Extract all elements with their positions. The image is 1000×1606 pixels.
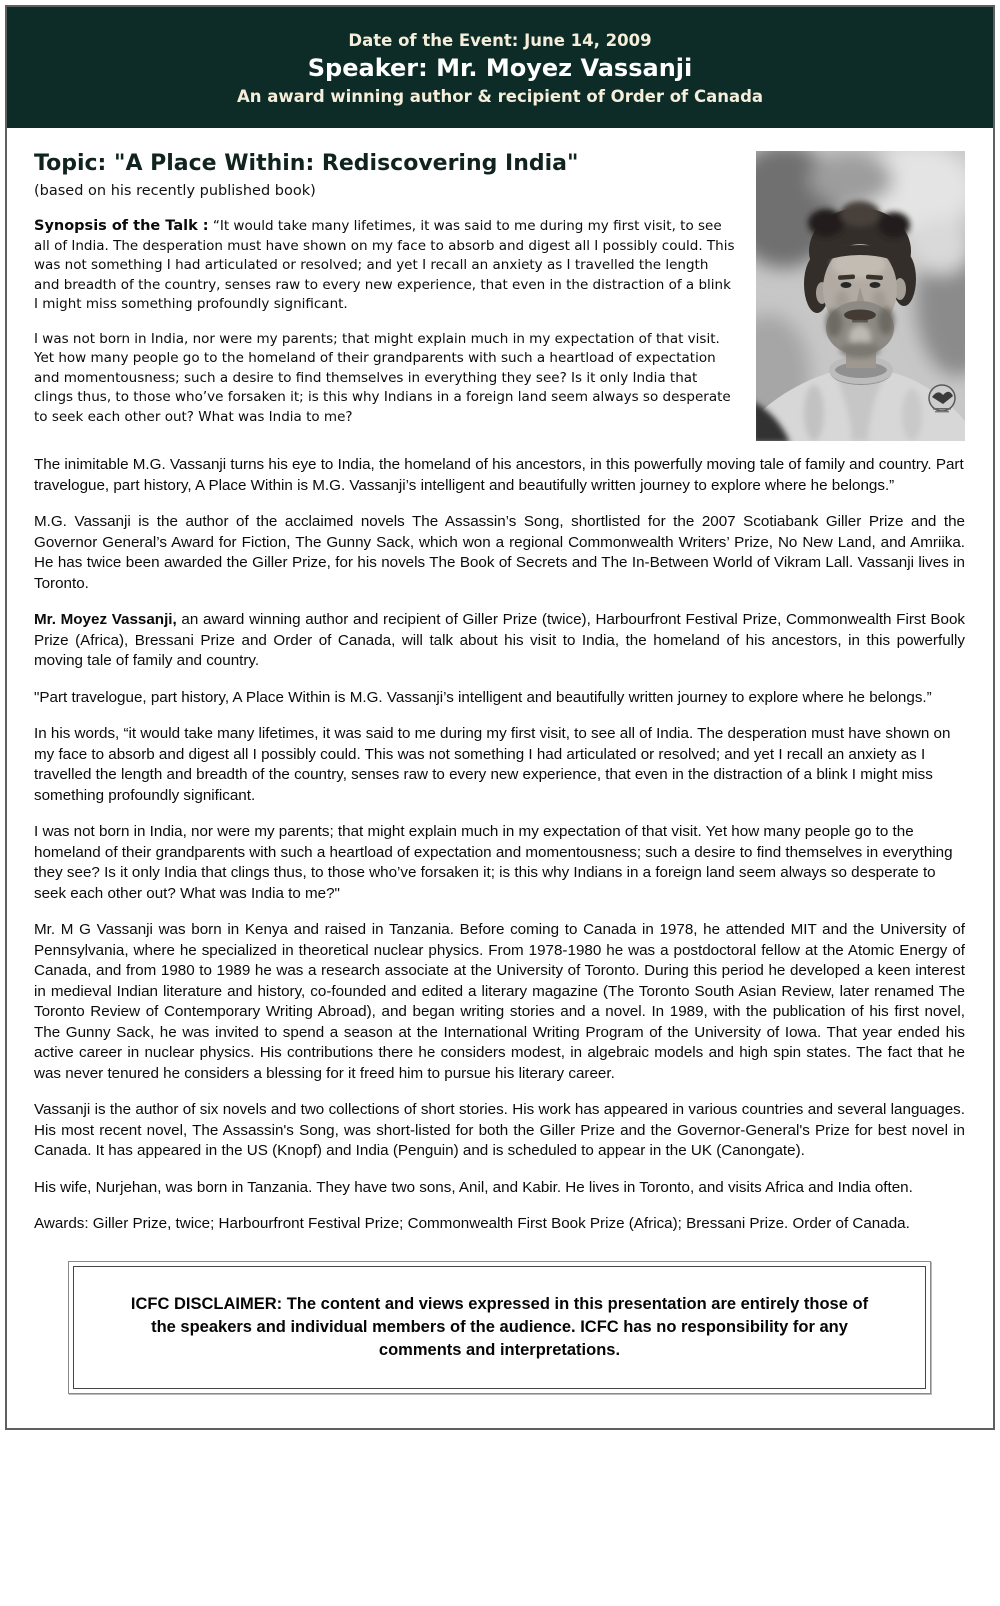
paragraph-biography: Mr. M G Vassanji was born in Kenya and raised in Tanzania. Before coming to Canada in 1978, he attended MIT and the University of Pennsylvania, where he specialized in theoretical nuclear physics. From 1978-1980 he was a postdoctoral fellow at the Atomic Energy of Canada, and from 1980 to 1989 he was a research associate at the University of Toronto. During this period he developed a keen interest in medieval Indian literature and history, co-founded and edited a literary magazine (The Toronto South Asian Review, later renamed The Toronto Review of Contemporary Writing Abroad), and began writing stories and a novel. In 1989, with the publication of his first novel, The Gunny Sack, he was invited to spend a season at the International Writing Program of the University of Iowa. That year ended his active career in nuclear physics. His contributions there he considers modest, in algebraic models and high spin states. The fact that he was never tenured he considers a blessing for it freed him to pursue his literary career. <box>34 921 965 1082</box>
paragraph-acclaimed-novels: M.G. Vassanji is the author of the acclaimed novels The Assassin’s Song, shortlisted for the 2007 Scotiabank Giller Prize and the Governor General’s Award for Fiction, The Gunny Sack, which won a regional Commonwealth Writers’ Prize, No New Land, and Amriika. He has twice been awarded the Giller Prize, for his novels The Book of Secrets and The In-Between World of Vikram Lall. Vassanji lives in Toronto. <box>34 513 965 592</box>
speaker-tagline: An award winning author & recipient of Order of Canada <box>236 87 764 106</box>
paragraph-inimitable: The inimitable M.G. Vassanji turns his eye to India, the homeland of his ancestors, in this powerfully moving tale of family and country. Part travelogue, part history, A Place Within is M.G. Vassanji’s intelligent and beautifully written journey to explore where he belongs.” <box>34 456 964 494</box>
event-header-banner <box>7 7 993 128</box>
paragraph-awards-intro <box>34 610 965 672</box>
speaker-photo <box>756 151 965 441</box>
photo-chest-logo <box>929 385 955 412</box>
disclaimer-box <box>68 1261 931 1394</box>
paragraph-awards-list: Awards: Giller Prize, twice; Harbourfront Festival Prize; Commonwealth First Book Prize (Africa); Bressani Prize. Order of Canada. <box>34 1215 910 1232</box>
paragraph-six-novels: Vassanji is the author of six novels and two collections of short stories. His work has appeared in various countries and several languages. His most recent novel, The Assassin's Song, was short-listed for both the Giller Prize and the Governor-General's Prize for best novel in Canada. It has appeared in the US (Knopf) and India (Penguin) and is scheduled to appear in the UK (Canongate). <box>34 1101 965 1159</box>
paragraph-part-travelogue: "Part travelogue, part history, A Place Within is M.G. Vassanji’s intelligent and beautifully written journey to explore where he belongs.” <box>34 688 932 706</box>
synopsis-label: Synopsis of the Talk : <box>34 218 209 234</box>
flyer-body <box>7 128 993 1428</box>
event-flyer-page <box>5 5 995 1430</box>
speaker-photo-image <box>756 151 965 441</box>
speaker-name-line: Speaker: Mr. Moyez Vassanji <box>307 54 693 82</box>
paragraph-awards-lead: Mr. Moyez Vassanji, <box>34 611 177 628</box>
synopsis-text: “It would take many lifetimes, it was said to me during my first visit, to see all of India. The desperation must have shown on my face to absorb and digest all I possibly could. This was not something I had articulated or resolved; and yet I recall an anxiety as I travelled the length and breadth of the country, senses raw to every new experience, that even in the distraction of a blink I might miss something profoundly significant. <box>34 218 735 312</box>
paragraph-awards-text: an award winning author and recipient of Giller Prize (twice), Harbourfront Festival Prize, Commonwealth First Book Prize (Africa), Bressani Prize and Order of Canada, will talk about his visit to India, the homeland of his ancestors, in this powerfully moving tale of family and country. <box>34 611 965 669</box>
paragraph-not-born-in-india: I was not born in India, nor were my parents; that might explain much in my expectation of that visit. Yet how many people go to the homeland of their grandparents with such a heartload of expectation and momentousness; such a desire to find themselves in everything they see? Is it only India that clings thus, to those who’ve forsaken it; is this why Indians in a foreign land seem always so desperate to seek each other out? What was India to me?" <box>34 823 953 902</box>
paragraph-family: His wife, Nurjehan, was born in Tanzania. They have two sons, Anil, and Kabir. He lives in Toronto, and visits Africa and India often. <box>34 1178 913 1196</box>
disclaimer-text: ICFC DISCLAIMER: The content and views expressed in this presentation are entirely those of the speakers and individual members of the audience. ICFC has no responsibility for any comments and interpretations. <box>73 1266 926 1389</box>
event-date-line: Date of the Event: June 14, 2009 <box>348 31 652 50</box>
paragraph-in-his-words: In his words, “it would take many lifetimes, it was said to me during my first visit, to see all of India. The desperation must have shown on my face to absorb and digest all I possibly could. This was not something I had articulated or resolved; and yet I recall an anxiety as I travelled the length and breadth of the country, senses raw to every new experience, that even in the distraction of a blink I might miss something profoundly significant. <box>34 725 951 804</box>
topic-subtitle: (based on his recently published book) <box>34 183 316 199</box>
topic-title: Topic: "A Place Within: Rediscovering India" <box>34 151 579 176</box>
intro-paragraph: I was not born in India, nor were my parents; that might explain much in my expectation of that visit. Yet how many people go to the homeland of their grandparents with such a heartload of expectation and momentousness; such a desire to find themselves in everything they see? Is it only India that clings thus, to those who’ve forsaken it; is this why Indians in a foreign land seem always so desperate to seek each other out? What was India to me? <box>34 330 731 425</box>
